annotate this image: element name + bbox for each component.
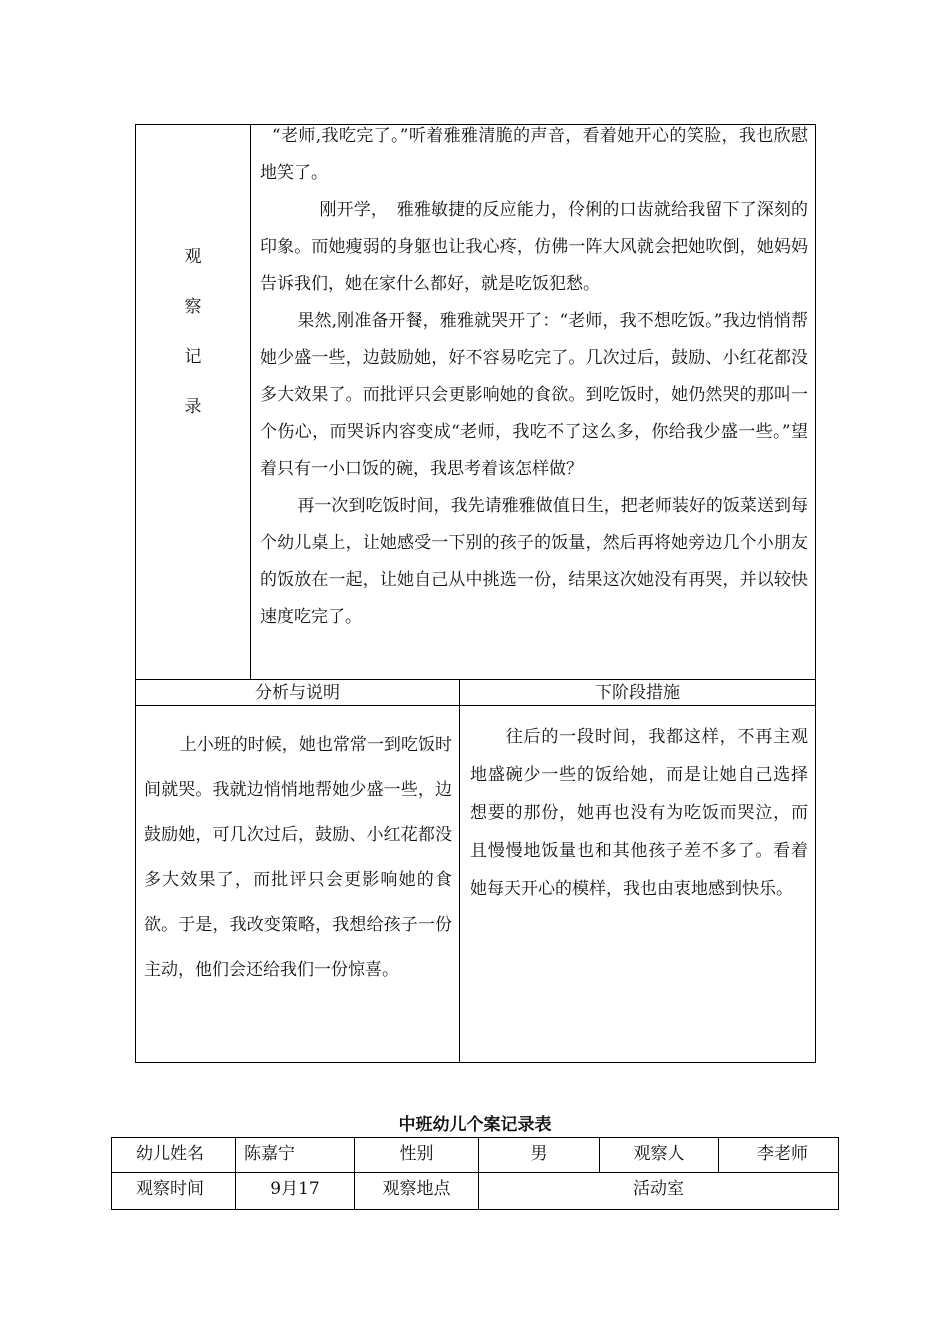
observation-place-label: 观察地点 [382, 1179, 451, 1199]
observation-time-value: 9月17 [270, 1179, 320, 1199]
observation-label-char: 察 [184, 297, 202, 317]
observation-label [136, 232, 250, 432]
analysis-text: 上小班的时候，她也常常一到吃饭时间就哭。我就边悄悄地帮她少盛一些，边鼓励她，可几次过后，鼓励、小红花都没多大效果了，而批评只会更影响她的食欲。于是，我改变策略，我想给孩子一份主动，他们会还给我们一份惊喜。 [144, 735, 452, 980]
gender-label: 性别 [399, 1144, 434, 1164]
gender-value: 男 [530, 1144, 548, 1164]
observation-paragraph: 刚开学， 雅雅敏捷的反应能力，伶俐的口齿就给我留下了深刻的印象。而她瘦弱的身躯也让我心疼，仿佛一阵大风就会把她吹倒，她妈妈告诉我们，她在家什么都好，就是吃饭犯愁。 [260, 200, 808, 294]
observation-time-label: 观察时间 [136, 1179, 204, 1199]
child-name-label: 幼儿姓名 [136, 1144, 204, 1164]
observation-label-char: 录 [184, 397, 202, 417]
observation-paragraph: 果然,刚准备开餐，雅雅就哭开了：“老师，我不想吃饭。”我边悄悄帮她少盛一些，边鼓励她，好不容易吃完了。几次过后，鼓励、小红花都没多大效果了。而批评只会更影响她的食欲。到吃饭时，她仍然哭的那叫一个伤心，而哭诉内容变成“老师，我吃不了这么多，你给我少盛一些。”望着只有一小口饭的碗，我思考着该怎样做？ [260, 311, 808, 479]
observation-label-char: 记 [184, 347, 202, 367]
next-steps-text-cell [470, 718, 808, 908]
observer-value: 李老师 [757, 1144, 808, 1164]
observation-label-char: 观 [184, 247, 202, 267]
observation-paragraph: 再一次到吃饭时间，我先请雅雅做值日生，把老师装好的饭菜送到每个幼儿桌上，让她感受一下别的孩子的饭量，然后再将她旁边几个小朋友的饭放在一起，让她自己从中挑选一份，结果这次她没有再哭，并以较快速度吃完了。 [260, 496, 808, 627]
next-steps-header: 下阶段措施 [595, 683, 680, 703]
observation-paragraph: “老师,我吃完了。”听着雅雅清脆的声音，看着她开心的笑脸，我也欣慰地笑了。 [260, 126, 808, 183]
next-steps-text: 往后的一段时间，我都这样，不再主观地盛碗少一些的饭给她，而是让她自己选择想要的那份，她再也没有为吃饭而哭泣，而且慢慢地饭量也和其他孩子差不多了。看着她每天开心的模样，我也由衷地感到快乐。 [470, 727, 808, 899]
observation-text [260, 118, 808, 636]
child-name-value: 陈嘉宁 [244, 1144, 295, 1164]
record-form-title: 中班幼儿个案记录表 [398, 1115, 552, 1135]
analysis-text-cell [144, 723, 452, 993]
observer-label: 观察人 [633, 1144, 685, 1164]
analysis-header: 分析与说明 [255, 683, 340, 703]
observation-place-value: 活动室 [633, 1179, 684, 1199]
